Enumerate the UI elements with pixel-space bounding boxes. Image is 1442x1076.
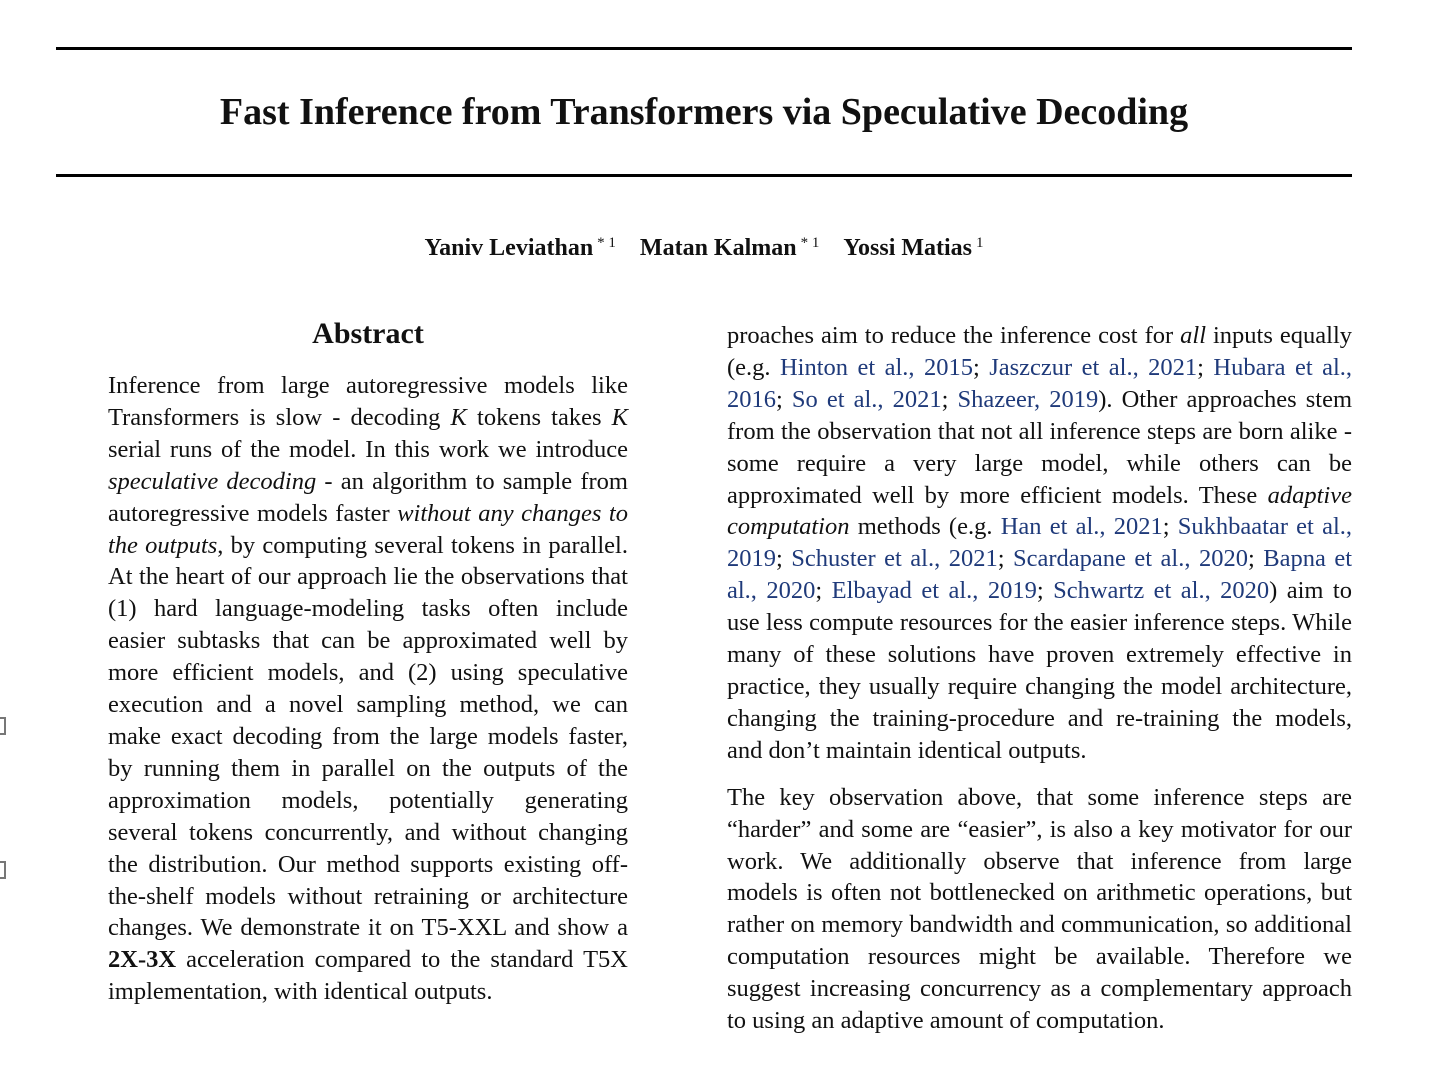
body-paragraph	[727, 782, 1352, 1037]
text-run: tokens takes	[466, 403, 612, 431]
citation-link[interactable]: Schwartz et al., 2020	[1053, 577, 1270, 605]
text-run: serial runs of the model. In this work we introduce	[108, 435, 628, 463]
text-run: methods (e.g.	[849, 513, 1001, 541]
citation-link[interactable]: Shazeer, 2019	[957, 385, 1099, 413]
text-run: ) aim to use less compute resources for the easier inference steps. While many of these solutions have proven extremely effective in practice, they usually require changing the model architecture, changing the training-procedure and re-training the models, and don’t maintain identical outputs.	[727, 577, 1352, 764]
text-run: ;	[1197, 353, 1214, 381]
citation-link[interactable]: So et al., 2021	[791, 385, 942, 413]
citation-link[interactable]: Jaszczur et al., 2021	[989, 353, 1198, 381]
text-run: ;	[972, 353, 990, 381]
emphasis-text: adaptive computation	[727, 481, 1352, 541]
author-affiliation-marks: 1	[976, 235, 984, 251]
text-run: acceleration compared to the standard T5X implementation, with identical outputs.	[108, 946, 628, 1006]
body-paragraph	[727, 320, 1352, 767]
emphasis-text: all	[1180, 322, 1207, 349]
citation-link[interactable]: Hubara et al., 2016	[727, 353, 1352, 413]
margin-bracket-mark	[0, 717, 6, 735]
citation-link[interactable]: Hinton et al., 2015	[779, 353, 973, 381]
text-run: The key observation above, that some inference steps are “harder” and some are “easier”, is also a key motivator for our work. We additionally observe that inference from large models is often not bottlenecked on arithmetic operations, but rather on memory bandwidth and communication, so additional computation resources might be available. Therefore we suggest increasing concurrency as a complementary approach to using an adaptive amount of computation.	[727, 783, 1352, 1035]
abstract-body	[108, 370, 628, 1008]
text-run: ;	[1036, 577, 1054, 605]
citation-link[interactable]: Bapna et al., 2020	[727, 545, 1353, 605]
text-run: , by computing several tokens in parallel. At the heart of our approach lie the observations that (1) hard language-modeling tasks often include easier subtasks that can be approximated well by more efficient models, and (2) using speculative execution and a novel sampling method, we can make exact decoding from the large models faster, by running them in parallel on the outputs of the approximation models, potentially generating several tokens concurrently, and without changing the distribution. Our method supports existing off-the-shelf models without retraining or architecture changes. We demonstrate it on T5-XXL and show a	[108, 531, 628, 942]
text-run: ;	[776, 385, 792, 413]
author-list	[56, 230, 1352, 266]
text-run: ;	[1247, 545, 1264, 573]
text-run: proaches aim to reduce the inference cost for	[727, 322, 1181, 349]
emphasis-text: speculative decoding	[108, 467, 317, 495]
citation-link[interactable]: Elbayad et al., 2019	[831, 577, 1037, 605]
citation-link[interactable]: Schuster et al., 2021	[791, 545, 998, 573]
text-run: ;	[815, 577, 832, 605]
citation-link[interactable]: Han et al., 2021	[1000, 513, 1163, 541]
author-name: Yossi Matias	[843, 235, 973, 261]
text-run: ;	[941, 385, 958, 413]
emphasis-text: K	[611, 403, 628, 431]
abstract-heading: Abstract	[312, 317, 424, 350]
right-column-body	[727, 320, 1352, 1037]
text-run: ). Other approaches stem from the observation that not all inference steps are born alike - some require a very large model, while others can be approximated well by more efficient models. These	[727, 385, 1352, 509]
author	[640, 235, 819, 261]
margin-bracket-mark	[0, 861, 6, 879]
abstract-paragraph	[108, 370, 628, 1008]
paper-title: Fast Inference from Transformers via Speculative Decoding	[219, 91, 1189, 133]
author	[424, 235, 615, 261]
title-bottom-rule	[56, 174, 1352, 177]
text-run: ;	[1162, 513, 1178, 541]
citation-link[interactable]: Sukhbaatar et al., 2019	[727, 513, 1353, 573]
author-name: Yaniv Leviathan	[424, 235, 594, 261]
bold-text: 2X-3X	[108, 946, 177, 974]
citation-link[interactable]: Scardapane et al., 2020	[1013, 545, 1248, 573]
author-affiliation-marks: * 1	[597, 235, 616, 251]
title-top-rule	[56, 47, 1352, 50]
text-run: - an algorithm to sample from autoregressive models faster	[108, 467, 628, 527]
author-affiliation-marks: * 1	[800, 235, 820, 251]
emphasis-text: without any changes to the outputs	[108, 499, 628, 559]
text-run: ;	[997, 545, 1014, 573]
text-run: inputs equally (e.g.	[727, 322, 1353, 381]
text-run: Inference from large autoregressive models like Transformers is slow - decoding	[108, 372, 628, 431]
author	[843, 235, 983, 261]
author-name: Matan Kalman	[639, 235, 797, 261]
text-run: ;	[776, 545, 792, 573]
emphasis-text: K	[450, 403, 467, 431]
